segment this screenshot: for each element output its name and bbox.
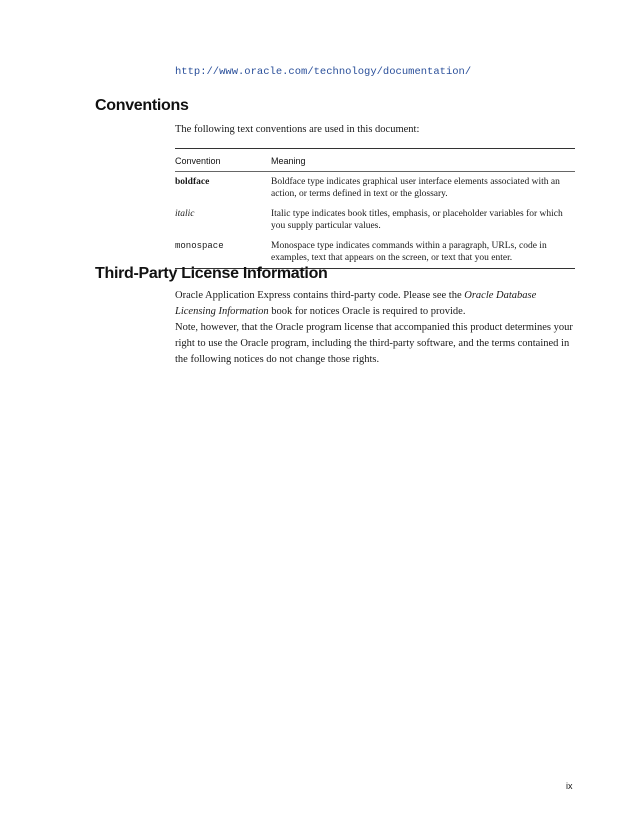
meaning-monospace: Monospace type indicates commands within a paragraph, URLs, code in examples, text that appears on the screen, or text that you enter. (271, 241, 547, 263)
column-header-convention: Convention (175, 155, 221, 166)
third-party-heading: Third-Party License Information (95, 265, 328, 282)
table-row (175, 236, 575, 268)
documentation-link[interactable]: http://www.oracle.com/technology/documentation/ (175, 66, 472, 78)
conventions-heading: Conventions (95, 97, 189, 114)
table-row (175, 204, 575, 236)
p1-text-before: Oracle Application Express contains third-party code. Please see the (175, 290, 465, 301)
column-header-meaning: Meaning (271, 155, 306, 166)
convention-italic: italic (175, 209, 195, 219)
meaning-italic: Italic type indicates book titles, emphasis, or placeholder variables for which you supply particular values. (271, 209, 563, 231)
table-header-row (175, 149, 575, 172)
page-number: ix (566, 781, 573, 791)
third-party-paragraph-2: Note, however, that the Oracle program license that accompanied this product determines your right to use the Oracle program, including the third-party software, and the terms contained in the following notices do not change those rights. (175, 322, 573, 365)
conventions-table (175, 148, 575, 269)
table-row (175, 172, 575, 204)
third-party-paragraph-1 (175, 288, 575, 320)
p1-text-after: book for notices Oracle is required to provide. (268, 306, 466, 317)
licensing-book-title: Oracle Database Licensing Information (175, 290, 537, 317)
conventions-intro: The following text conventions are used in this document: (175, 124, 420, 135)
convention-monospace: monospace (175, 241, 224, 251)
convention-boldface: boldface (175, 177, 210, 187)
meaning-boldface: Boldface type indicates graphical user interface elements associated with an action, or terms defined in text or the glossary. (271, 177, 560, 199)
